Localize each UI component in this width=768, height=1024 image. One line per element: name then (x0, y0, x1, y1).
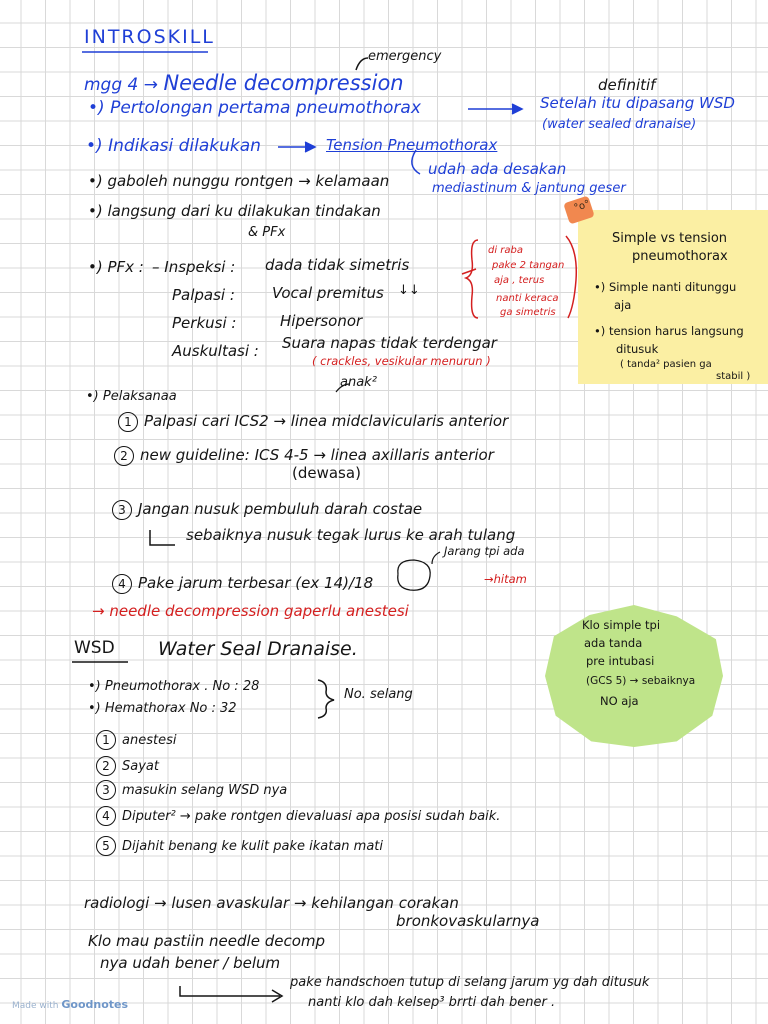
red-line: → needle decompression gaperlu anestesi (92, 602, 409, 620)
wsd-pneumo: •) Pneumothorax . No : 28 (88, 679, 260, 694)
step-3: 3 Jangan nusuk pembuluh darah costae (112, 500, 422, 520)
pfx-row-4-val: Suara napas tidak terdengar (282, 334, 497, 352)
wsd-step-3: 3 masukin selang WSD nya (96, 780, 287, 800)
goodnotes-watermark: Made with Goodnotes (12, 998, 129, 1011)
needle-line-4: •) langsung dari ku dilakukan tindakan (88, 202, 381, 220)
pfx-row-3-key: Perkusi : (172, 314, 237, 332)
radiologi-arrow (180, 986, 280, 996)
step-2-sub: (dewasa) (292, 464, 361, 482)
sticky-item-2a: •) tension harus langsung (594, 324, 744, 338)
desakan-a: udah ada desakan (428, 160, 567, 178)
green-note-4: (GCS 5) → sebaiknya (586, 675, 696, 687)
klo-line-a: Klo mau pastiin needle decomp (88, 932, 326, 950)
no-selang-brace (318, 680, 334, 718)
emergency-curl (356, 58, 368, 70)
needle-line-1: •) Pertolongan pertama pneumothorax (88, 98, 421, 118)
green-note-3: pre intubasi (586, 654, 655, 668)
needle-line-3: •) gaboleh nunggu rontgen → kelamaan (88, 172, 390, 190)
sticky-item-1a: •) Simple nanti ditunggu (594, 280, 737, 294)
sticky-title-a: Simple vs tension (612, 231, 728, 246)
step-2: 2 new guideline: ICS 4-5 → linea axillaris anterior (114, 446, 494, 466)
green-note-1: Klo simple tpi (582, 618, 661, 632)
anak-note: anak² (340, 375, 377, 390)
step-1: 1 Palpasi cari ICS2 → linea midclavicularis anterior (118, 412, 508, 432)
step-3-sub: sebaiknya nusuk tegak lurus ke arah tulang (186, 526, 516, 544)
wsd-after-sub: (water sealed dranaise) (542, 117, 697, 132)
step-4: 4 Pake jarum terbesar (ex 14)/18 (112, 574, 373, 594)
arrow-note-a: pake handschoen tutup di selang jarum yg dah ditusuk (290, 975, 650, 990)
wsd-step-1: 1 anestesi (96, 730, 176, 750)
pfx-row-2-key: Palpasi : (172, 286, 235, 304)
sticky-item-2c: ( tanda² pasien ga (620, 359, 712, 370)
wsd-full: Water Seal Dranaise. (158, 638, 358, 660)
wsd-abbr: WSD (74, 638, 115, 658)
red-bracket-right (566, 236, 576, 318)
jarang-note: Jarang tpi ada (444, 544, 525, 558)
red-arrow-line (462, 269, 476, 274)
tension-label: Tension Pneumothorax (326, 136, 498, 154)
pfx-row-3-val: Hipersonor (280, 312, 363, 330)
wsd-step-4: 4 Diputer² → pake rontgen dievaluasi apa posisi sudah baik. (96, 806, 596, 826)
emergency-note: emergency (368, 49, 442, 64)
green-note-2: ada tanda (584, 636, 643, 650)
week-label: mgg 4 → Needle decompression (84, 71, 404, 95)
radiologi-line-b: bronkovaskularnya (396, 912, 540, 930)
no-selang-note: No. selang (344, 687, 413, 702)
sticker-icon: °o° (563, 196, 595, 225)
page-title: INTROSKILL (84, 26, 215, 48)
side-note-2: pake 2 tangan (492, 260, 565, 271)
pfx-row-1-val: dada tidak simetris (265, 256, 410, 274)
needle-line-2: •) Indikasi dilakukan (86, 136, 261, 156)
side-note-1: di raba (488, 245, 524, 256)
wsd-hemato: •) Hemathorax No : 32 (88, 701, 237, 716)
needle-line-4b: & PFx (248, 225, 286, 240)
pfx-row-4-key: Auskultasi : (172, 342, 259, 360)
wsd-step-2: 2 Sayat (96, 756, 159, 776)
sticky-item-1b: aja (614, 298, 632, 312)
klo-line-b: nya udah bener / belum (100, 954, 281, 972)
auskultasi-note: ( crackles, vesikular menurun ) (312, 354, 491, 368)
jarang-arrow (432, 552, 440, 564)
side-note-3: aja , terus (494, 275, 545, 286)
palpasi-mark: ↓↓ (398, 283, 420, 298)
pfx-label: •) PFx : (88, 258, 144, 276)
step3-hook (150, 530, 175, 545)
wsd-after: Setelah itu dipasang WSD (540, 94, 735, 112)
hitam-note: →hitam (484, 572, 527, 586)
red-bracket (466, 240, 478, 318)
definitif-note: definitif (598, 76, 656, 94)
green-note-5: NO aja (600, 694, 639, 708)
wsd-step-5: 5 Dijahit benang ke kulit pake ikatan mati (96, 836, 383, 856)
pfx-row-1-key: – Inspeksi : (152, 258, 236, 276)
ics-circle (398, 560, 430, 590)
sticky-item-2b: ditusuk (616, 342, 659, 356)
sticky-item-2d: stabil ) (716, 371, 751, 382)
pelaksanaan-label: •) Pelaksanaa (86, 389, 177, 404)
arrow-note-b: nanti klo dah kelsep³ brrti dah bener . (308, 995, 556, 1010)
side-note-4: nanti keraca (496, 293, 559, 304)
desakan-b: mediastinum & jantung geser (432, 181, 626, 196)
radiologi-line-a: radiologi → lusen avaskular → kehilangan corakan (84, 894, 459, 912)
pfx-row-2-val: Vocal premitus (272, 284, 384, 302)
side-note-5: ga simetris (500, 307, 556, 318)
sticky-title-b: pneumothorax (632, 249, 728, 264)
